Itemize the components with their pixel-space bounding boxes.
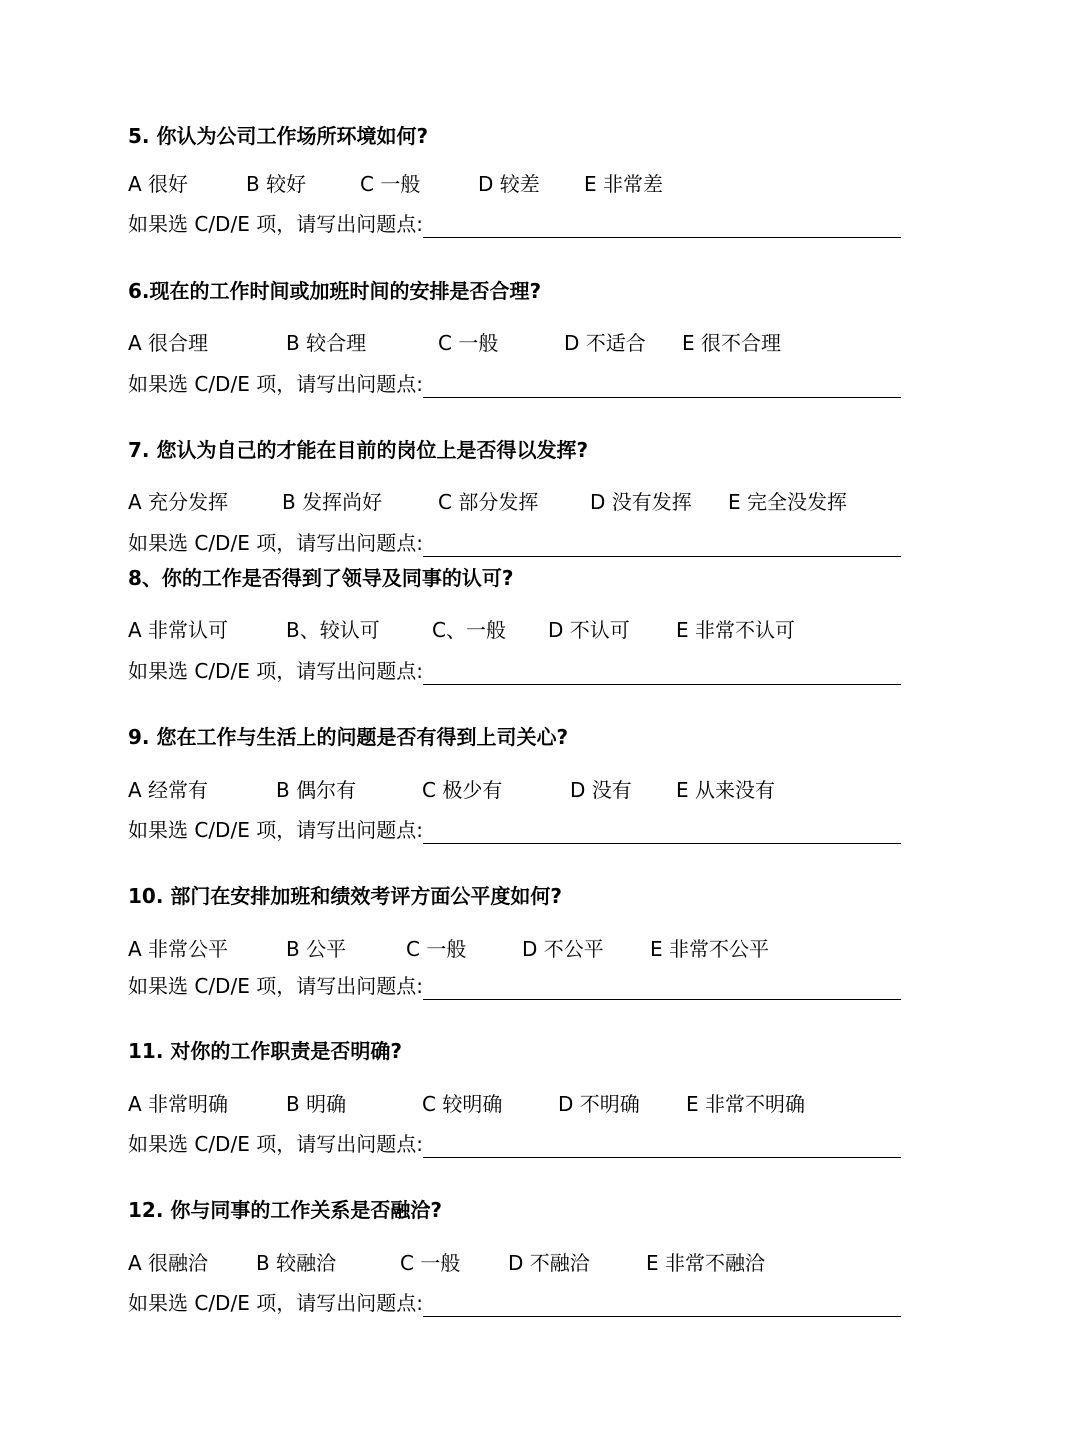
option-e[interactable]: E 非常差 [584, 172, 663, 196]
followup-row [128, 657, 901, 685]
answer-line[interactable] [423, 662, 901, 685]
answer-line[interactable] [423, 215, 901, 238]
option-a[interactable]: A 很合理 [128, 331, 209, 355]
option-d[interactable]: D 不公平 [522, 937, 604, 961]
followup-label: 如果选 C/D/E 项，请写出问题点: [128, 531, 423, 555]
answer-line[interactable] [423, 977, 901, 1000]
option-c[interactable]: C 一般 [438, 331, 499, 355]
option-c[interactable]: C 一般 [400, 1251, 461, 1275]
option-a[interactable]: A 很融洽 [128, 1251, 209, 1275]
option-c[interactable]: C 一般 [406, 937, 467, 961]
option-e[interactable]: E 非常不明确 [686, 1092, 805, 1116]
option-e[interactable]: E 非常不融洽 [646, 1251, 765, 1275]
option-c[interactable]: C 部分发挥 [438, 490, 539, 514]
option-b[interactable]: B 公平 [286, 937, 347, 961]
option-e[interactable]: E 从来没有 [676, 778, 775, 802]
option-d[interactable]: D 不融洽 [508, 1251, 590, 1275]
option-a[interactable]: A 充分发挥 [128, 490, 229, 514]
option-d[interactable]: D 没有发挥 [590, 490, 692, 514]
option-b[interactable]: B 偶尔有 [276, 778, 357, 802]
question-title: 12. 你与同事的工作关系是否融洽? [128, 1198, 442, 1222]
question-title: 10. 部门在安排加班和绩效考评方面公平度如何? [128, 884, 562, 908]
answer-line[interactable] [423, 1294, 901, 1317]
question-title: 5. 你认为公司工作场所环境如何? [128, 124, 429, 148]
followup-label: 如果选 C/D/E 项，请写出问题点: [128, 659, 423, 683]
option-d[interactable]: D 较差 [478, 172, 540, 196]
option-a[interactable]: A 很好 [128, 172, 189, 196]
followup-row [128, 529, 901, 557]
followup-row [128, 972, 901, 1000]
question-title: 8、你的工作是否得到了领导及同事的认可? [128, 566, 514, 590]
followup-row [128, 816, 901, 844]
option-a[interactable]: A 非常公平 [128, 937, 229, 961]
option-b[interactable]: B 较好 [246, 172, 307, 196]
option-e[interactable]: E 非常不公平 [650, 937, 769, 961]
option-c[interactable]: C 较明确 [422, 1092, 503, 1116]
option-b[interactable]: B 较合理 [286, 331, 367, 355]
followup-row [128, 370, 901, 398]
option-b[interactable]: B 明确 [286, 1092, 347, 1116]
option-e[interactable]: E 非常不认可 [676, 618, 795, 642]
question-title: 6.现在的工作时间或加班时间的安排是否合理? [128, 279, 542, 303]
followup-label: 如果选 C/D/E 项，请写出问题点: [128, 1132, 423, 1156]
followup-label: 如果选 C/D/E 项，请写出问题点: [128, 372, 423, 396]
followup-row [128, 1289, 901, 1317]
followup-row [128, 210, 901, 238]
followup-label: 如果选 C/D/E 项，请写出问题点: [128, 212, 423, 236]
option-a[interactable]: A 非常认可 [128, 618, 229, 642]
option-b[interactable]: B 较融洽 [256, 1251, 337, 1275]
question-title: 11. 对你的工作职责是否明确? [128, 1039, 402, 1063]
option-b[interactable]: B、较认可 [286, 618, 380, 642]
option-d[interactable]: D 没有 [570, 778, 632, 802]
followup-label: 如果选 C/D/E 项，请写出问题点: [128, 974, 423, 998]
option-c[interactable]: C、一般 [432, 618, 506, 642]
option-d[interactable]: D 不认可 [548, 618, 630, 642]
option-c[interactable]: C 一般 [360, 172, 421, 196]
answer-line[interactable] [423, 1135, 901, 1158]
question-title: 9. 您在工作与生活上的问题是否有得到上司关心? [128, 725, 569, 749]
followup-label: 如果选 C/D/E 项，请写出问题点: [128, 1291, 423, 1315]
option-c[interactable]: C 极少有 [422, 778, 503, 802]
option-a[interactable]: A 非常明确 [128, 1092, 229, 1116]
answer-line[interactable] [423, 821, 901, 844]
option-b[interactable]: B 发挥尚好 [282, 490, 383, 514]
option-e[interactable]: E 很不合理 [682, 331, 781, 355]
followup-row [128, 1130, 901, 1158]
option-d[interactable]: D 不明确 [558, 1092, 640, 1116]
option-d[interactable]: D 不适合 [564, 331, 646, 355]
option-e[interactable]: E 完全没发挥 [728, 490, 847, 514]
followup-label: 如果选 C/D/E 项，请写出问题点: [128, 818, 423, 842]
option-a[interactable]: A 经常有 [128, 778, 209, 802]
answer-line[interactable] [423, 534, 901, 557]
question-title: 7. 您认为自己的才能在目前的岗位上是否得以发挥? [128, 438, 589, 462]
answer-line[interactable] [423, 375, 901, 398]
